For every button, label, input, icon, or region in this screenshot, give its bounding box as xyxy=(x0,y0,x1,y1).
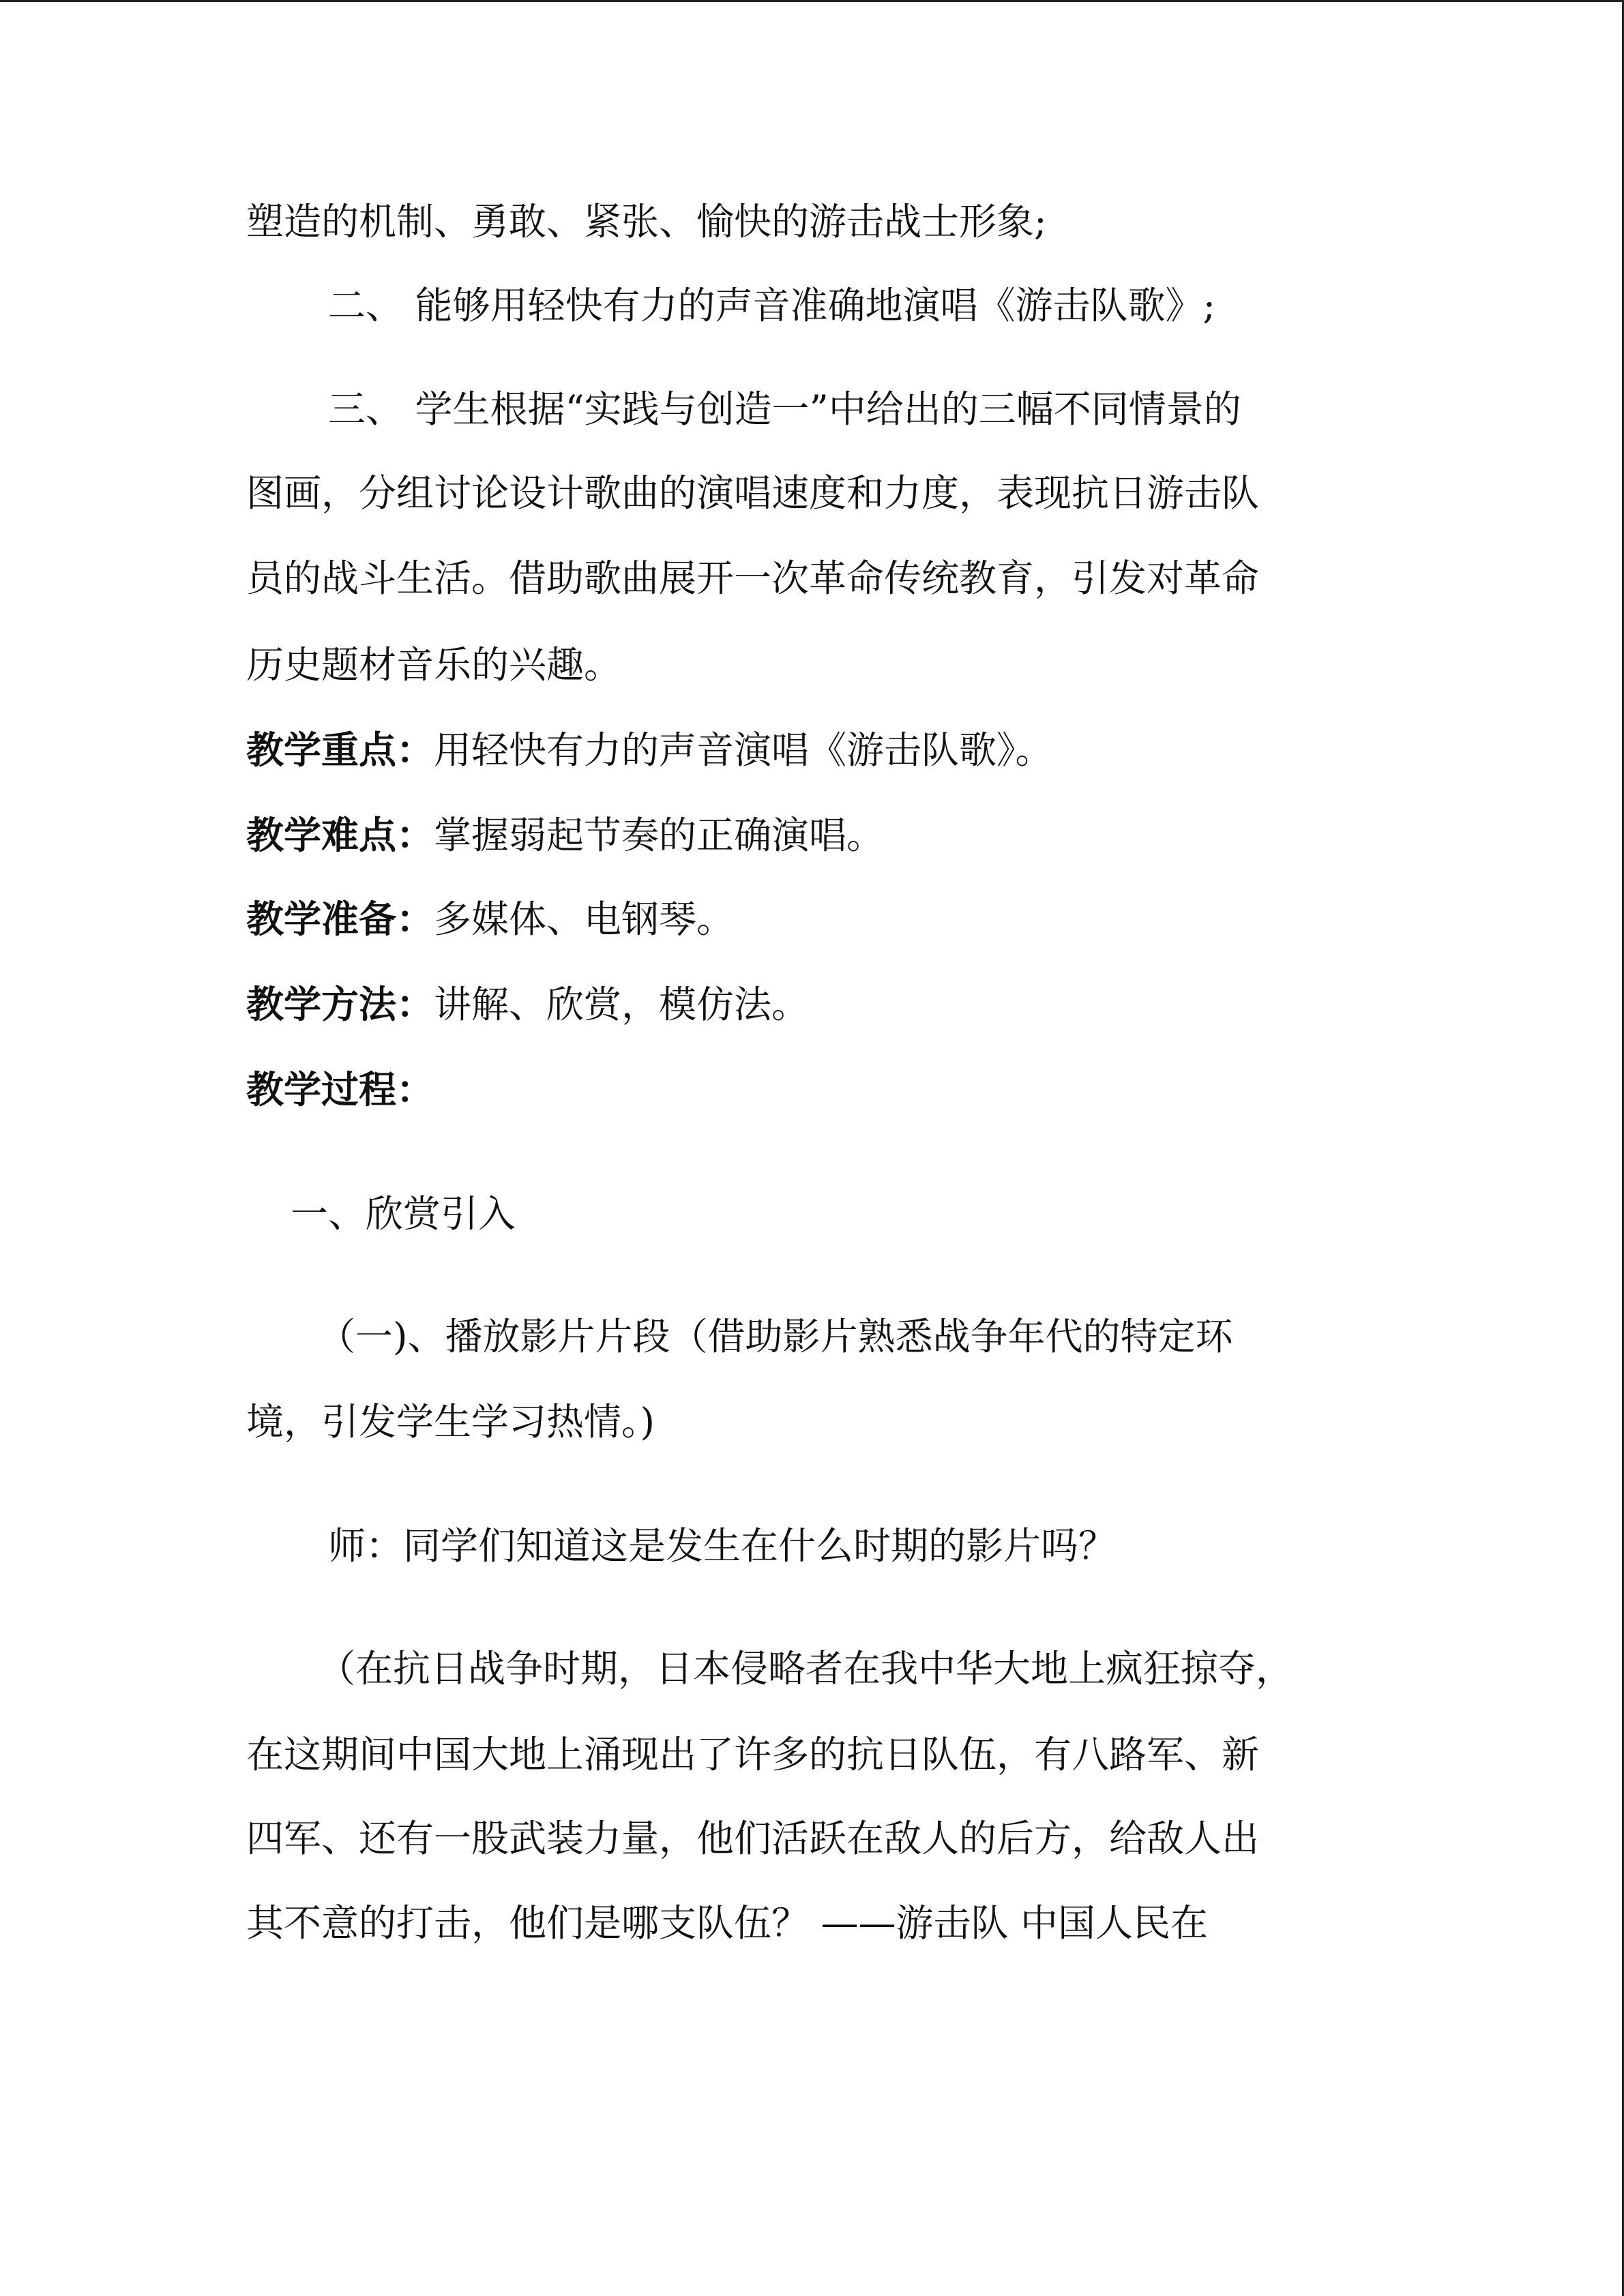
difficulties-row xyxy=(246,811,884,859)
text-line: 员的战斗生活。借助歌曲展开一次革命传统教育，引发对革命 xyxy=(246,556,1260,600)
answer-line: （在抗日战争时期，日本侵略者在我中华大地上疯狂掠夺， xyxy=(318,1647,1294,1690)
process-label: 教学过程： xyxy=(246,1067,434,1112)
text-line: 图画，分组讨论设计歌曲的演唱速度和力度，表现抗日游击队 xyxy=(246,471,1260,515)
subsection-one-line: （一)、播放影片片段（借助影片熟悉战争年代的特定环 xyxy=(318,1315,1233,1358)
section-one-heading: 一、欣赏引入 xyxy=(291,1192,516,1236)
subsection-one-line: 境，引发学生学习热情。) xyxy=(246,1400,655,1444)
objective-three: 三、 学生根据“实践与创造一”中给出的三幅不同情景的 xyxy=(328,387,1241,431)
key-points-row xyxy=(246,726,1053,774)
key-points-label: 教学重点： xyxy=(246,728,434,772)
difficulties-label: 教学难点： xyxy=(246,813,434,857)
methods-row xyxy=(246,981,809,1028)
answer-line: 在这期间中国大地上涌现出了许多的抗日队伍，有八路军、新 xyxy=(246,1733,1260,1776)
objective-two: 二、 能够用轻快有力的声音准确地演唱《游击队歌》; xyxy=(328,284,1216,327)
preparation-row xyxy=(246,895,734,943)
preparation-label: 教学准备： xyxy=(246,897,434,941)
answer-line: 四军、还有一股武装力量，他们活跃在敌人的后方，给敌人出 xyxy=(246,1817,1260,1860)
process-row xyxy=(246,1066,434,1114)
text-line: 历史题材音乐的兴趣。 xyxy=(246,643,622,687)
methods-label: 教学方法： xyxy=(246,982,434,1026)
difficulties-text: 掌握弱起节奏的正确演唱。 xyxy=(434,814,885,857)
key-points-text: 用轻快有力的声音演唱《游击队歌》。 xyxy=(434,728,1053,772)
teacher-question: 师：同学们知道这是发生在什么时期的影片吗？ xyxy=(328,1524,1117,1568)
methods-text: 讲解、欣赏，模仿法。 xyxy=(434,983,810,1026)
answer-line: 其不意的打击，他们是哪支队伍？ ——游击队 中国人民在 xyxy=(246,1901,1208,1945)
text-line: 塑造的机制、勇敢、紧张、愉快的游击战士形象; xyxy=(246,200,1047,243)
preparation-text: 多媒体、电钢琴。 xyxy=(434,897,735,941)
